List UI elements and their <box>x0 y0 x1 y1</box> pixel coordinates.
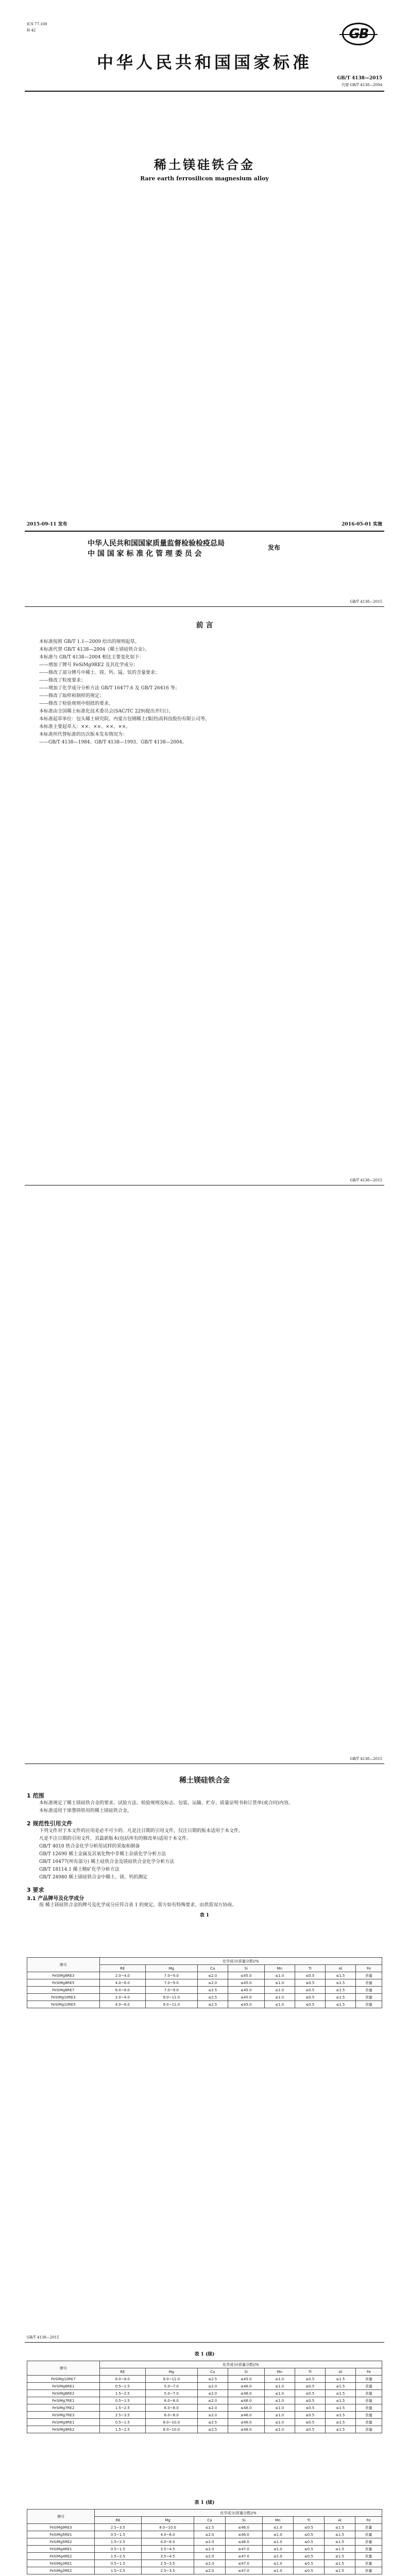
main-title: 稀土镁硅铁合金 <box>179 1776 230 1785</box>
value-cell: 余量 <box>355 2390 382 2397</box>
cover-page <box>0 0 409 579</box>
value-cell: 余量 <box>355 2546 382 2553</box>
value-cell: ≤0.5 <box>295 1987 325 1994</box>
foreword-line: 本标准主要起草人：××、××、××、××。 <box>39 724 131 730</box>
page-header: GB/T 4138—2015 <box>27 2335 59 2340</box>
page-header: GB/T 4138—2015 <box>350 600 382 604</box>
foreword-line: ——修改了检验规则中组批的要求。 <box>39 701 114 706</box>
value-cell: 8.0~10.0 <box>145 2426 197 2433</box>
col-header: Ti <box>293 2517 324 2524</box>
col-header: Si <box>228 1965 264 1972</box>
col-header: Mg <box>145 1965 197 1972</box>
foreword-page <box>0 579 409 1157</box>
std-number: GB/T 4138—2015 <box>337 76 382 81</box>
page-header: GB/T 4138—2015 <box>350 1757 382 1761</box>
table-row <box>27 1972 382 1979</box>
value-cell: ≤1.0 <box>264 2426 295 2433</box>
value-cell: ≤2.0 <box>194 2531 225 2538</box>
table-row <box>27 1994 382 2001</box>
col-header: RE <box>99 1965 145 1972</box>
value-cell: 0.5~1.5 <box>99 2419 145 2426</box>
value-cell: ≤1.5 <box>325 1994 355 2001</box>
table-row <box>27 2426 382 2433</box>
gb-logo: GB <box>342 23 375 45</box>
value-cell: ≤0.5 <box>295 2397 325 2404</box>
value-cell: 6.0~8.0 <box>145 2412 197 2419</box>
value-cell: ≤0.5 <box>293 2546 324 2553</box>
ccs-code: H 42 <box>27 28 36 32</box>
grade-cell: FeSiMg7RE2 <box>27 2404 100 2412</box>
value-cell: ≤1.0 <box>264 2383 295 2390</box>
foreword-line: 本标准起草单位：包头稀土研究院、内蒙古包钢稀土(集团)高科技股份有限公司等。 <box>39 717 210 722</box>
value-cell: 余量 <box>355 2001 382 2008</box>
table-1-part-3 <box>27 2509 382 2574</box>
foreword-line: 本标准按照 GB/T 1.1—2009 给出的规则起草。 <box>39 639 140 645</box>
value-cell: ≤1.5 <box>325 2412 355 2419</box>
value-cell: 1.5~2.5 <box>99 2404 145 2412</box>
subsection-heading: 3.1 产品牌号及化学成分 <box>27 1896 84 1902</box>
value-cell: ≤1.5 <box>325 2419 355 2426</box>
grade-cell: FeSiMg3RE1 <box>27 2560 95 2567</box>
main-body <box>27 1791 382 1919</box>
value-cell: 8.0~10.0 <box>141 2524 194 2531</box>
value-cell: 余量 <box>355 1972 382 1979</box>
value-cell: ≤2.0 <box>197 2397 228 2404</box>
col-header: Ca <box>197 2368 228 2376</box>
value-cell: ≤1.5 <box>325 2376 355 2383</box>
value-cell: ≤1.5 <box>324 2546 355 2553</box>
col-header: Mn <box>264 2368 295 2376</box>
value-cell: ≤45.0 <box>228 1987 264 1994</box>
value-cell: ≤1.0 <box>262 2560 293 2567</box>
col-header: Si <box>225 2517 262 2524</box>
col-group-header: 化学成分(质量分数)/% <box>99 1958 382 1965</box>
grade-cell: FeSiMg3RE2 <box>27 2567 95 2574</box>
table-row <box>27 2567 382 2574</box>
page-header: GB/T 4138—2015 <box>350 1178 382 1182</box>
table-row <box>27 2397 382 2404</box>
table-row <box>27 2560 382 2567</box>
value-cell: ≤1.0 <box>262 2553 293 2560</box>
value-cell: ≤2.5 <box>197 2376 228 2383</box>
value-cell: ≤45.0 <box>228 2376 264 2383</box>
table-row <box>27 1979 382 1987</box>
value-cell: ≤1.0 <box>262 2567 293 2574</box>
body-line: GB/T 18114.1 稀土精矿化学分析方法 <box>39 1867 120 1872</box>
col-header: Al <box>325 1965 355 1972</box>
value-cell: ≤0.5 <box>293 2538 324 2546</box>
value-cell: 6.0~8.0 <box>145 2404 197 2412</box>
value-cell: ≤1.5 <box>325 2397 355 2404</box>
main-page-1 <box>0 1736 409 2314</box>
foreword-line: 本标准代替 GB/T 4138—2004《稀土镁硅铁合金》。 <box>39 647 149 652</box>
value-cell: ≤2.0 <box>197 1972 228 1979</box>
table-row <box>27 2546 382 2553</box>
value-cell: ≤1.5 <box>325 1972 355 1979</box>
value-cell: ≤0.5 <box>295 2376 325 2383</box>
foreword-line: ——GB/T 4138—1984、GB/T 4138—1993、GB/T 4138—2004。 <box>39 740 187 745</box>
value-cell: 余量 <box>355 1979 382 1987</box>
table-row <box>27 2001 382 2008</box>
value-cell: ≤0.5 <box>295 2390 325 2397</box>
value-cell: 6.0~8.0 <box>99 1987 145 1994</box>
body-line: 本标准规定了稀土镁硅铁合金的要求、试验方法、检验规则及标志、包装、运输、贮存、质量证明书和订货单(或合同)内容。 <box>39 1801 294 1806</box>
value-cell: ≤1.5 <box>324 2553 355 2560</box>
foreword-line: 本标准与 GB/T 4138—2004 相比主要变化如下： <box>39 655 144 660</box>
value-cell: ≤0.5 <box>293 2524 324 2531</box>
value-cell: ≤1.0 <box>264 1979 295 1987</box>
value-cell: 0.5~1.5 <box>99 2397 145 2404</box>
grade-cell: FeSiMg8RE7 <box>27 1987 100 1994</box>
value-cell: ≤0.5 <box>293 2567 324 2574</box>
value-cell: 3.5~4.5 <box>141 2553 194 2560</box>
section-heading: 1 范围 <box>27 1792 44 1799</box>
value-cell: ≤2.0 <box>197 2383 228 2390</box>
table-1-part-2 <box>27 2361 382 2433</box>
value-cell: 余量 <box>355 2376 382 2383</box>
doc-title-en: Rare earth ferrosilicon magnesium alloy <box>140 175 269 182</box>
value-cell: 余量 <box>355 1987 382 1994</box>
implement-date: 2016-05-01 实施 <box>342 522 382 527</box>
value-cell: 5.0~7.0 <box>145 2383 197 2390</box>
grade-cell: FeSiMg10RE5 <box>27 2001 100 2008</box>
publish-date: 2015-09-11 发布 <box>27 522 67 527</box>
value-cell: ≤1.0 <box>264 1972 295 1979</box>
value-cell: ≤1.0 <box>262 2546 293 2553</box>
value-cell: ≤1.0 <box>262 2538 293 2546</box>
col-group-header: 化学成分(质量分数)/% <box>99 2361 382 2368</box>
body-line: GB/T 4010 铁合金化学分析用试样的采取和制备 <box>39 1844 140 1849</box>
value-cell: ≤1.5 <box>325 2001 355 2008</box>
body-line: GB/T 16477(所有部分) 稀土硅铁合金及镁硅铁合金化学分析方法 <box>39 1859 175 1865</box>
section-heading: 3 要求 <box>27 1887 44 1893</box>
grade-cell: FeSiMg9RE1 <box>27 2419 100 2426</box>
value-cell: ≤1.5 <box>325 2390 355 2397</box>
table-row <box>27 2390 382 2397</box>
value-cell: 0.5~1.5 <box>99 2383 145 2390</box>
value-cell: ≤2.5 <box>197 1987 228 1994</box>
value-cell: ≤2.0 <box>194 2546 225 2553</box>
value-cell: ≤1.0 <box>264 2376 295 2383</box>
value-cell: ≤46.0 <box>228 2419 264 2426</box>
value-cell: ≤1.0 <box>262 2531 293 2538</box>
grade-cell: FeSiMg5RE2 <box>27 2538 95 2546</box>
value-cell: 4.0~6.0 <box>99 1979 145 1987</box>
col-header: RE <box>95 2517 142 2524</box>
value-cell: ≤0.5 <box>295 1979 325 1987</box>
value-cell: ≤1.5 <box>324 2531 355 2538</box>
value-cell: ≤2.0 <box>197 2390 228 2397</box>
value-cell: 1.5~2.5 <box>95 2567 142 2574</box>
table-row <box>27 2524 382 2531</box>
foreword-line: ——修改了粒度要求； <box>39 678 86 683</box>
value-cell: ≤45.0 <box>228 1979 264 1987</box>
value-cell: 2.5~3.5 <box>141 2560 194 2567</box>
grade-cell: FeSiMg8RE3 <box>27 1972 100 1979</box>
value-cell: 0.5~1.5 <box>95 2546 142 2553</box>
value-cell: ≤1.0 <box>264 2404 295 2412</box>
body-line: 凡是不注日期的引用文件，其最新版本(包括所有的修改单)适用于本文件。 <box>39 1836 192 1841</box>
value-cell: 2.5~3.5 <box>99 2412 145 2419</box>
value-cell: ≤1.0 <box>264 2397 295 2404</box>
value-cell: ≤2.0 <box>194 2538 225 2546</box>
col-header: Ca <box>197 1965 228 1972</box>
value-cell: ≤2.0 <box>194 2567 225 2574</box>
value-cell: ≤2.0 <box>197 1979 228 1987</box>
value-cell: ≤46.0 <box>228 2383 264 2390</box>
section-heading: 2 规范性引用文件 <box>27 1820 73 1827</box>
value-cell: ≤1.0 <box>264 1987 295 1994</box>
foreword-line: ——增加了牌号 FeSiMg9RE2 及其化学成分； <box>39 663 138 668</box>
value-cell: 1.5~2.5 <box>99 2426 145 2433</box>
grade-cell: FeSiMg6RE2 <box>27 2390 100 2397</box>
table-row <box>27 2419 382 2426</box>
value-cell: ≤46.0 <box>228 2426 264 2433</box>
table-caption: 表 1 (续) <box>194 2352 215 2357</box>
value-cell: 3.5~4.5 <box>141 2546 194 2553</box>
value-cell: ≤47.0 <box>225 2546 262 2553</box>
grade-cell: FeSiMg9RE2 <box>27 2426 100 2433</box>
foreword-line: ——增加了化学成分分析方法 GB/T 16477.6 及 GB/T 26416 等； <box>39 686 180 691</box>
issued-label: 发布 <box>268 544 281 551</box>
grade-cell: FeSiMg9RE3 <box>27 2524 95 2531</box>
foreword-line: 本标准所代替标准的历次版本发布情况为： <box>39 732 128 737</box>
value-cell: ≤46.0 <box>228 2397 264 2404</box>
col-header: Mg <box>145 2368 197 2376</box>
col-header: Mn <box>264 1965 295 1972</box>
foreword-body <box>39 638 210 747</box>
replaces-note: 代替 GB/T 4138—2004 <box>342 83 382 87</box>
col-header: Fe <box>355 1965 382 1972</box>
value-cell: ≤0.5 <box>295 1972 325 1979</box>
value-cell: ≤1.0 <box>264 2412 295 2419</box>
value-cell: ≤1.0 <box>264 2001 295 2008</box>
value-cell: 余量 <box>355 2567 382 2574</box>
grade-cell: FeSiMg7RE1 <box>27 2397 100 2404</box>
col-header: Al <box>324 2517 355 2524</box>
col-header: 牌号 <box>27 2361 100 2376</box>
value-cell: ≤1.5 <box>324 2567 355 2574</box>
value-cell: 9.0~11.0 <box>145 1994 197 2001</box>
value-cell: ≤0.5 <box>295 1994 325 2001</box>
col-header: 牌号 <box>27 2510 95 2524</box>
value-cell: 6.0~8.0 <box>145 2397 197 2404</box>
value-cell: ≤45.0 <box>228 2001 264 2008</box>
value-cell: ≤45.0 <box>228 1972 264 1979</box>
table-row <box>27 2538 382 2546</box>
value-cell: ≤0.5 <box>295 2404 325 2412</box>
grade-cell: FeSiMg10RE7 <box>27 2376 100 2383</box>
value-cell: 8.0~10.0 <box>145 2419 197 2426</box>
value-cell: ≤1.0 <box>262 2524 293 2531</box>
value-cell: 1.5~2.5 <box>99 2390 145 2397</box>
value-cell: ≤0.5 <box>295 2412 325 2419</box>
value-cell: ≤0.5 <box>295 2001 325 2008</box>
value-cell: ≤1.0 <box>264 2390 295 2397</box>
value-cell: ≤46.0 <box>228 2404 264 2412</box>
issuer-line-1: 中华人民共和国国家质量监督检验检疫总局 <box>88 539 225 548</box>
value-cell: 2.5~3.5 <box>141 2567 194 2574</box>
value-cell: ≤0.5 <box>293 2553 324 2560</box>
value-cell: 1.5~2.5 <box>95 2538 142 2546</box>
value-cell: 9.0~11.0 <box>145 2376 197 2383</box>
foreword-line: ——修改了部分牌号中稀土、镁、钙、锰、钛的含量要求； <box>39 670 160 675</box>
value-cell: 余量 <box>355 2531 382 2538</box>
cover-bottom-rule <box>25 531 384 532</box>
value-cell: ≤2.5 <box>194 2524 225 2531</box>
value-cell: 2.0~4.0 <box>99 1972 145 1979</box>
value-cell: 4.0~6.0 <box>99 2001 145 2008</box>
value-cell: 9.0~11.0 <box>145 2001 197 2008</box>
table-row <box>27 2404 382 2412</box>
value-cell: 余量 <box>355 2560 382 2567</box>
value-cell: ≤2.0 <box>194 2560 225 2567</box>
value-cell: ≤46.0 <box>228 2390 264 2397</box>
col-header: Ti <box>295 1965 325 1972</box>
body-line: GB/T 12690 稀土金属及其氧化物中非稀土杂质化学分析方法 <box>39 1852 166 1857</box>
value-cell: ≤47.0 <box>225 2560 262 2567</box>
value-cell: 余量 <box>355 2404 382 2412</box>
value-cell: ≤1.5 <box>324 2538 355 2546</box>
foreword-line: 本标准由全国稀土标准化技术委员会(SAC/TC 229)提出并归口。 <box>39 709 174 714</box>
table-row <box>27 2412 382 2419</box>
value-cell: 6.0~8.0 <box>99 2376 145 2383</box>
blank-page <box>0 1157 409 1736</box>
table-row <box>27 2383 382 2390</box>
col-header: Al <box>325 2368 355 2376</box>
value-cell: ≤2.5 <box>197 2419 228 2426</box>
value-cell: ≤47.0 <box>225 2567 262 2574</box>
table-row <box>27 2531 382 2538</box>
col-header: RE <box>99 2368 145 2376</box>
body-line: GB/T 24980 稀土镁硅铁合金中稀土、镁、钙的测定 <box>39 1875 148 1880</box>
grade-cell: FeSiMg6RE1 <box>27 2383 100 2390</box>
std-authority: 中华人民共和国国家标准 <box>96 53 312 72</box>
grade-cell: FeSiMg8RE5 <box>27 1979 100 1987</box>
foreword-title: 前 言 <box>196 621 213 630</box>
value-cell: ≤1.5 <box>325 2404 355 2412</box>
value-cell: 余量 <box>355 2553 382 2560</box>
col-header: Mg <box>141 2517 194 2524</box>
table-row <box>27 2553 382 2560</box>
body-line: 下列文件对于本文件的应用是必不可少的。凡是注日期的引用文件，仅注日期的版本适用于本文件。 <box>39 1828 244 1834</box>
value-cell: 5.0~7.0 <box>145 2390 197 2397</box>
header-rule <box>25 2342 384 2343</box>
value-cell: ≤0.5 <box>293 2531 324 2538</box>
value-cell: ≤1.0 <box>264 2419 295 2426</box>
value-cell: ≤1.0 <box>264 1994 295 2001</box>
foreword-line: ——修改了取样和制样的规定； <box>39 693 105 699</box>
value-cell: ≤2.0 <box>197 2412 228 2419</box>
value-cell: ≤2.5 <box>197 2001 228 2008</box>
value-cell: ≤2.0 <box>197 2404 228 2412</box>
cover-top-rule <box>25 91 384 92</box>
issuer-line-2: 中 国 国 家 标 准 化 管 理 委 员 会 <box>88 550 202 558</box>
value-cell: ≤47.0 <box>225 2553 262 2560</box>
value-cell: ≤0.5 <box>293 2560 324 2567</box>
body-line: 按 稀土镁硅铁合金的牌号及化学成分应符合表 1 的规定。需方如有特殊要求，由供需双方协商。 <box>39 1903 237 1908</box>
grade-cell: FeSiMg5RE1 <box>27 2531 95 2538</box>
value-cell: 0.5~1.5 <box>95 2560 142 2567</box>
doc-title-cn: 稀土镁硅铁合金 <box>154 158 255 172</box>
value-cell: 7.0~9.0 <box>145 1987 197 1994</box>
value-cell: ≤0.5 <box>295 2426 325 2433</box>
value-cell: 余量 <box>355 2397 382 2404</box>
table-caption: 表 1 (续) <box>194 2500 215 2505</box>
value-cell: ≤1.5 <box>325 1979 355 1987</box>
value-cell: ≤46.0 <box>225 2531 262 2538</box>
col-group-header: 化学成分(质量分数)/% <box>95 2510 382 2517</box>
value-cell: 4.0~6.0 <box>141 2538 194 2546</box>
table-row <box>27 1987 382 1994</box>
table-caption: 表 1 <box>199 1913 210 1918</box>
value-cell: 7.0~9.0 <box>145 1972 197 1979</box>
col-header: Si <box>228 2368 264 2376</box>
value-cell: ≤0.5 <box>295 2383 325 2390</box>
value-cell: ≤0.5 <box>295 2419 325 2426</box>
col-header: Mn <box>262 2517 293 2524</box>
main-page-2 <box>0 2314 409 2576</box>
table-1-part-1 <box>27 1957 382 2008</box>
value-cell: 余量 <box>355 1994 382 2001</box>
grade-cell: FeSiMg7RE3 <box>27 2412 100 2419</box>
grade-cell: FeSiMg4RE1 <box>27 2546 95 2553</box>
table-row <box>27 2376 382 2383</box>
grade-cell: FeSiMg10RE3 <box>27 1994 100 2001</box>
col-header: Fe <box>355 2517 382 2524</box>
value-cell: ≤1.5 <box>324 2524 355 2531</box>
value-cell: 余量 <box>355 2383 382 2390</box>
value-cell: ≤46.0 <box>228 2412 264 2419</box>
value-cell: ≤2.0 <box>194 2553 225 2560</box>
col-header: 牌号 <box>27 1958 100 1972</box>
col-header: Ti <box>295 2368 325 2376</box>
value-cell: 7.0~9.0 <box>145 1979 197 1987</box>
col-header: Ca <box>194 2517 225 2524</box>
grade-cell: FeSiMg4RE2 <box>27 2553 95 2560</box>
value-cell: 余量 <box>355 2412 382 2419</box>
col-header: Fe <box>355 2368 382 2376</box>
value-cell: ≤45.0 <box>228 1994 264 2001</box>
value-cell: ≤1.5 <box>325 2426 355 2433</box>
value-cell: 余量 <box>355 2524 382 2531</box>
header-rule <box>25 606 384 607</box>
value-cell: ≤1.5 <box>325 2383 355 2390</box>
value-cell: ≤2.5 <box>197 1994 228 2001</box>
value-cell: 2.5~3.5 <box>95 2524 142 2531</box>
value-cell: 余量 <box>355 2538 382 2546</box>
value-cell: 余量 <box>355 2426 382 2433</box>
value-cell: 4.0~6.0 <box>141 2531 194 2538</box>
value-cell: ≤2.5 <box>197 2426 228 2433</box>
value-cell: ≤46.0 <box>225 2524 262 2531</box>
value-cell: 余量 <box>355 2419 382 2426</box>
value-cell: ≤1.5 <box>325 1987 355 1994</box>
value-cell: ≤1.5 <box>324 2560 355 2567</box>
ics-code: ICS 77.100 <box>27 22 47 26</box>
value-cell: 0.5~1.5 <box>95 2531 142 2538</box>
value-cell: 1.5~2.5 <box>95 2553 142 2560</box>
value-cell: ≤46.0 <box>225 2538 262 2546</box>
body-line: 本标准适用于球墨铸铁用的稀土镁硅铁合金。 <box>39 1808 132 1814</box>
value-cell: 2.0~4.0 <box>99 1994 145 2001</box>
